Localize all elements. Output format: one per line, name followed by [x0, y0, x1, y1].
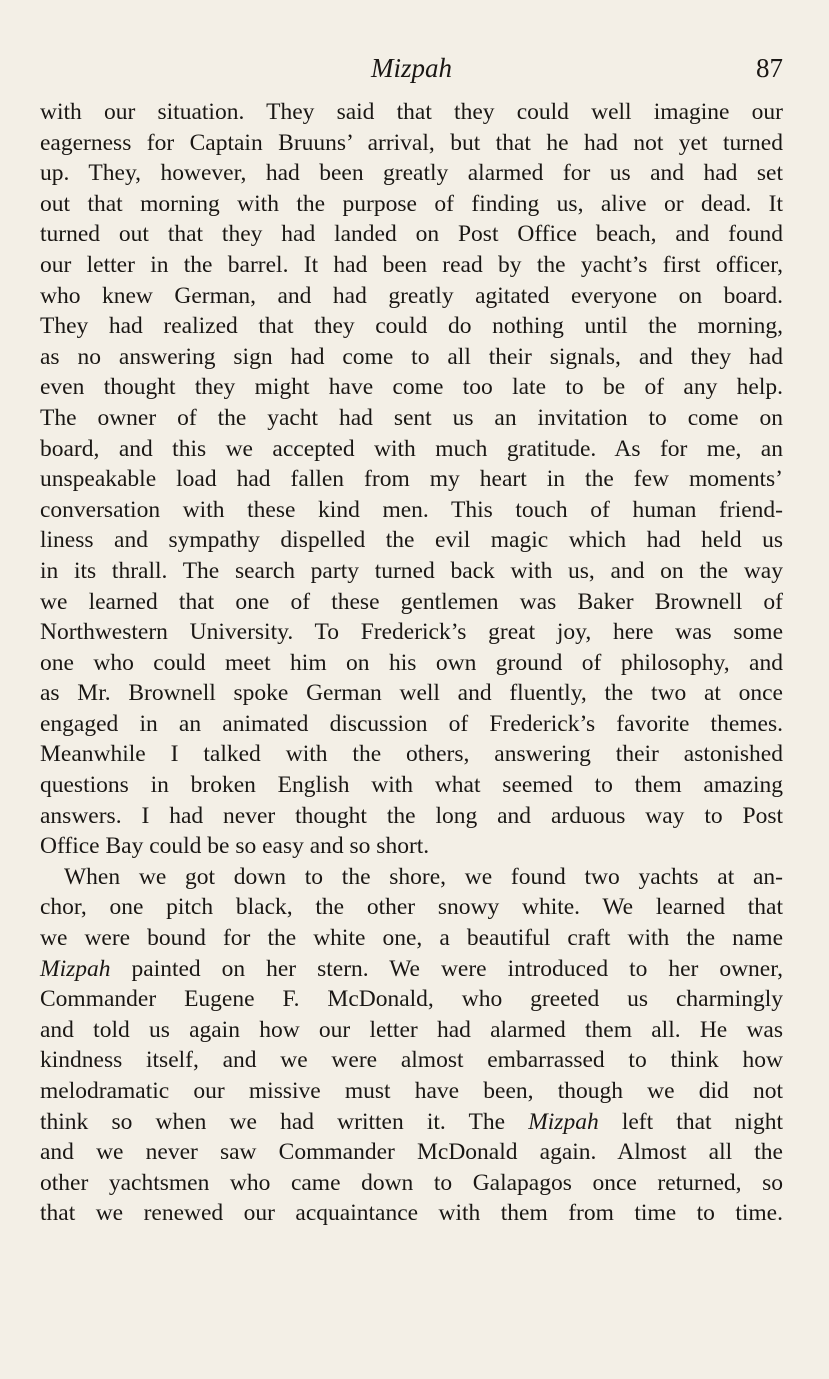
text-line: They had realized that they could do nothing until the morning,: [40, 313, 783, 340]
text-line: chor, one pitch black, the other snowy white. We learned that: [40, 894, 783, 921]
text-line: as no answering sign had come to all their signals, and they had: [40, 343, 783, 370]
text-line: we learned that one of these gentlemen was Baker Brownell of: [40, 588, 783, 615]
text-line: [40, 1107, 783, 1138]
text-line: liness and sympathy dispelled the evil magic which had held us: [40, 527, 783, 554]
text-line: and told us again how our letter had alarmed them all. He was: [40, 1016, 783, 1043]
text-line: The owner of the yacht had sent us an invitation to come on: [40, 404, 783, 431]
text-line: even thought they might have come too late to be of any help.: [40, 374, 783, 401]
text-run: painted on her stern. We were introduced to her owner,: [110, 955, 783, 982]
text-line: as Mr. Brownell spoke German well and fluently, the two at once: [40, 680, 783, 707]
text-line: other yachtsmen who came down to Galapagos once returned, so: [40, 1169, 783, 1196]
text-line: unspeakable load had fallen from my heart in the few moments’: [40, 466, 783, 493]
text-line: Commander Eugene F. McDonald, who greeted us charmingly: [40, 986, 783, 1013]
text-run: left that night: [598, 1108, 783, 1135]
text-line: out that morning with the purpose of finding us, alive or dead. It: [40, 190, 783, 217]
text-line: kindness itself, and we were almost embarrassed to think how: [40, 1047, 783, 1074]
text-line: up. They, however, had been greatly alarmed for us and had set: [40, 160, 783, 187]
text-line: and we never saw Commander McDonald again. Almost all the: [40, 1139, 783, 1166]
text-line: answers. I had never thought the long and arduous way to Post: [40, 802, 783, 829]
text-line: melodramatic our missive must have been, though we did not: [40, 1078, 783, 1104]
ship-name: Mizpah: [40, 955, 111, 982]
text-line: who knew German, and had greatly agitated everyone on board.: [40, 282, 783, 309]
text-line: Meanwhile I talked with the others, answering their astonished: [40, 741, 783, 768]
text-line: conversation with these kind men. This touch of human friend-: [40, 496, 783, 523]
text-line: one who could meet him on his own ground of philosophy, and: [40, 649, 783, 676]
text-line: that we renewed our acquaintance with them from time to time.: [40, 1200, 783, 1227]
page-number: 87: [756, 53, 783, 83]
text-line: eagerness for Captain Bruuns’ arrival, but that he had not yet turned: [40, 129, 783, 156]
text-line: When we got down to the shore, we found two yachts at an-: [64, 863, 783, 890]
text-run: think so when we had written it. The: [40, 1108, 529, 1135]
text-line: we were bound for the white one, a beautiful craft with the name: [40, 925, 783, 952]
text-line: [40, 954, 783, 985]
text-line: board, and this we accepted with much gratitude. As for me, an: [40, 435, 783, 462]
text-line: Office Bay could be so easy and so short.: [40, 833, 430, 860]
text-line: in its thrall. The search party turned back with us, and on the way: [40, 557, 783, 584]
text-line: questions in broken English with what seemed to them amazing: [40, 772, 783, 799]
text-line: our letter in the barrel. It had been read by the yacht’s first officer,: [40, 251, 783, 278]
ship-name: Mizpah: [528, 1108, 599, 1135]
running-title: Mizpah: [371, 53, 452, 83]
text-line: Northwestern University. To Frederick’s great joy, here was some: [40, 619, 783, 646]
text-line: engaged in an animated discussion of Frederick’s favorite themes.: [40, 710, 783, 737]
running-head: [40, 48, 783, 88]
text-line: with our situation. They said that they could well imagine our: [40, 99, 783, 125]
body-text: [40, 97, 783, 1229]
text-line: turned out that they had landed on Post Office beach, and found: [40, 221, 783, 248]
